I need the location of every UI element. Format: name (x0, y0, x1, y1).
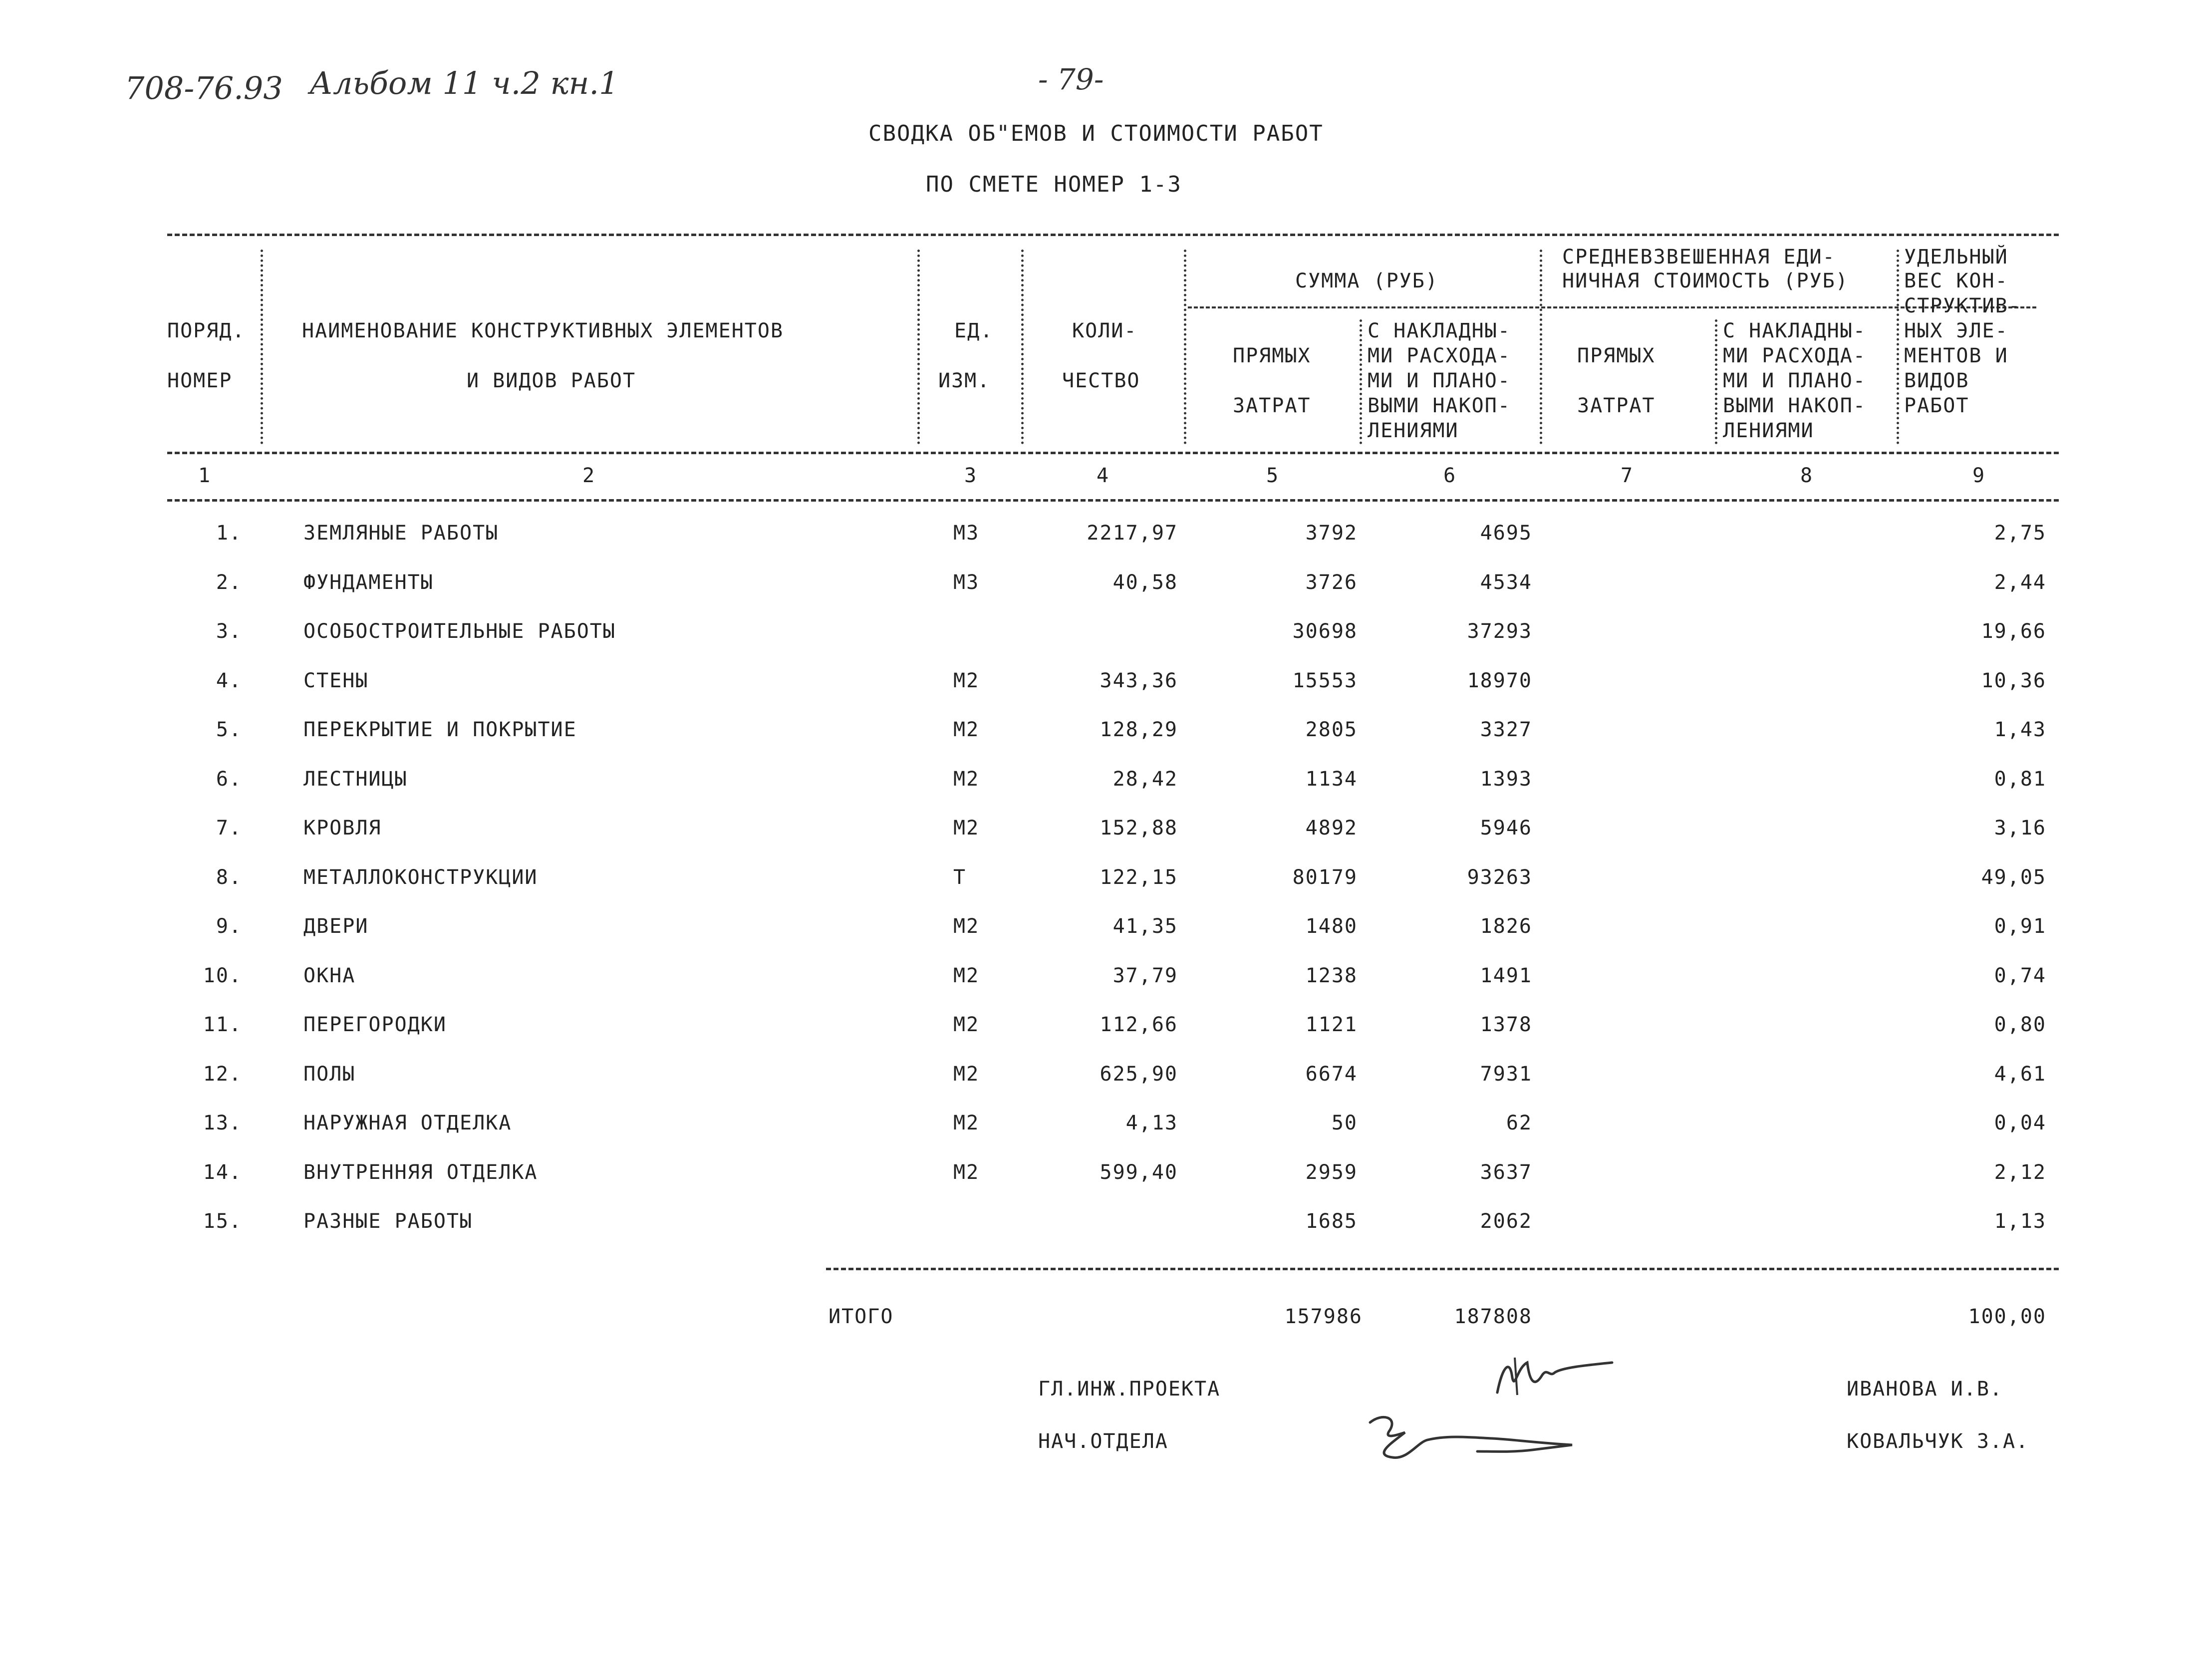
row-name: КРОВЛЯ (303, 817, 382, 840)
col-separator (1021, 250, 1024, 444)
row-name: ОСОБОСТРОИТЕЛЬНЫЕ РАБОТЫ (303, 620, 616, 643)
row-name: МЕТАЛЛОКОНСТРУКЦИИ (303, 865, 538, 889)
row-number: 1. (216, 522, 242, 545)
row-weight: 0,81 (1994, 767, 2046, 791)
row-number: 11. (203, 1013, 242, 1036)
row-number: 15. (203, 1210, 242, 1233)
signature-name: ИВАНОВА И.В. (1847, 1378, 2003, 1400)
album-reference: Альбом 11 ч.2 кн.1 (309, 65, 619, 101)
row-quantity: 152,88 (1100, 817, 1178, 840)
numbers-bottom-rule (167, 499, 2059, 502)
row-quantity: 4,13 (1125, 1112, 1178, 1134)
row-overhead-cost: 93263 (1467, 865, 1532, 889)
row-name: ЗЕМЛЯНЫЕ РАБОТЫ (303, 522, 499, 545)
total-weight: 100,00 (1968, 1305, 2046, 1328)
row-direct-cost: 1134 (1305, 767, 1358, 791)
row-overhead-cost: 1826 (1480, 915, 1532, 938)
row-direct-cost: 3726 (1305, 570, 1358, 594)
header-weight-3: СТРУКТИВ- (1904, 294, 2021, 317)
row-unit: М2 (953, 964, 980, 987)
row-weight: 0,74 (1994, 964, 2046, 987)
row-overhead-cost: 5946 (1480, 817, 1532, 840)
row-direct-cost: 4892 (1305, 817, 1358, 840)
row-weight: 2,12 (1994, 1160, 2046, 1184)
row-weight: 10,36 (1981, 669, 2046, 692)
header-name-line1: НАИМЕНОВАНИЕ КОНСТРУКТИВНЫХ ЭЛЕМЕНТОВ (302, 319, 784, 342)
row-name: ЛЕСТНИЦЫ (303, 767, 408, 791)
header-sum-overhead-2: МИ РАСХОДА- (1368, 344, 1511, 367)
col-number: 8 (1800, 464, 1814, 487)
row-unit: М2 (953, 817, 980, 840)
col-number: 9 (1972, 464, 1986, 487)
handwritten-signature (1487, 1348, 1637, 1407)
row-direct-cost: 1480 (1305, 915, 1358, 938)
row-unit: М3 (953, 522, 980, 545)
header-avg-direct-line1: ПРЯМЫХ (1577, 344, 1656, 367)
row-overhead-cost: 2062 (1480, 1210, 1532, 1233)
row-overhead-cost: 3327 (1480, 718, 1532, 741)
row-unit: М2 (953, 1013, 980, 1036)
row-overhead-cost: 1378 (1480, 1013, 1532, 1036)
col-separator (261, 250, 263, 444)
row-name: ОКНА (303, 964, 356, 987)
header-weight-6: ВИДОВ (1904, 369, 1969, 392)
row-number: 2. (216, 570, 242, 594)
row-unit: М2 (953, 1062, 980, 1086)
row-direct-cost: 2959 (1305, 1160, 1358, 1184)
row-name: НАРУЖНАЯ ОТДЕЛКА (303, 1112, 512, 1134)
header-order-line1: ПОРЯД. (167, 319, 246, 342)
header-avg-overhead-3: МИ И ПЛАНО- (1723, 369, 1866, 392)
row-quantity: 37,79 (1112, 964, 1178, 987)
row-quantity: 28,42 (1112, 767, 1178, 791)
header-sum-overhead-5: ЛЕНИЯМИ (1368, 419, 1459, 442)
row-name: ПЕРЕГОРОДКИ (303, 1013, 447, 1036)
row-quantity: 599,40 (1100, 1160, 1178, 1184)
row-direct-cost: 6674 (1305, 1062, 1358, 1086)
row-overhead-cost: 1393 (1480, 767, 1532, 791)
row-quantity: 40,58 (1112, 570, 1178, 594)
header-weight-5: МЕНТОВ И (1904, 344, 2008, 367)
row-overhead-cost: 4534 (1480, 570, 1532, 594)
col-number: 4 (1096, 464, 1110, 487)
signature-role: ГЛ.ИНЖ.ПРОЕКТА (1038, 1378, 1221, 1400)
row-name: ПЕРЕКРЫТИЕ И ПОКРЫТИЕ (303, 718, 577, 741)
header-avg-direct-line2: ЗАТРАТ (1577, 394, 1656, 417)
row-unit: Т (953, 865, 967, 889)
header-avg-overhead-2: МИ РАСХОДА- (1723, 344, 1866, 367)
total-label: ИТОГО (829, 1305, 894, 1328)
header-avg-group-line2: НИЧНАЯ СТОИМОСТЬ (РУБ) (1562, 270, 1849, 292)
header-sum-overhead-4: ВЫМИ НАКОП- (1368, 394, 1511, 417)
row-direct-cost: 3792 (1305, 522, 1358, 545)
row-number: 5. (216, 718, 242, 741)
header-name-line2: И ВИДОВ РАБОТ (467, 369, 636, 392)
header-weight-2: ВЕС КОН- (1904, 270, 2008, 292)
row-number: 3. (216, 620, 242, 643)
header-qty-line2: ЧЕСТВО (1062, 369, 1140, 392)
col-number: 7 (1620, 464, 1634, 487)
row-number: 9. (216, 915, 242, 938)
header-avg-overhead-5: ЛЕНИЯМИ (1723, 419, 1814, 442)
row-name: ВНУТРЕННЯЯ ОТДЕЛКА (303, 1160, 538, 1184)
row-name: ПОЛЫ (303, 1062, 356, 1086)
row-name: РАЗНЫЕ РАБОТЫ (303, 1210, 473, 1233)
row-unit: М3 (953, 570, 980, 594)
row-quantity: 122,15 (1100, 865, 1178, 889)
row-weight: 19,66 (1981, 620, 2046, 643)
row-weight: 2,44 (1994, 570, 2046, 594)
row-quantity: 2217,97 (1087, 522, 1178, 545)
page-subtitle: ПО СМЕТЕ НОМЕР 1-3 (926, 172, 1182, 197)
total-direct: 157986 (1284, 1305, 1363, 1328)
row-weight: 1,13 (1994, 1210, 2046, 1233)
row-overhead-cost: 62 (1506, 1112, 1532, 1134)
col-separator (1897, 250, 1899, 444)
row-weight: 1,43 (1994, 718, 2046, 741)
row-unit: М2 (953, 1112, 980, 1134)
signature-name: КОВАЛЬЧУК З.А. (1847, 1430, 2029, 1453)
row-number: 6. (216, 767, 242, 791)
header-weight-4: НЫХ ЭЛЕ- (1904, 319, 2008, 342)
row-direct-cost: 1238 (1305, 964, 1358, 987)
col-number: 1 (198, 464, 212, 487)
row-weight: 0,80 (1994, 1013, 2046, 1036)
header-sum-group: СУММА (РУБ) (1295, 270, 1438, 292)
col-separator (1360, 319, 1362, 444)
row-number: 4. (216, 669, 242, 692)
row-weight: 0,04 (1994, 1112, 2046, 1134)
header-order-line2: НОМЕР (167, 369, 233, 392)
row-quantity: 625,90 (1100, 1062, 1178, 1086)
row-number: 8. (216, 865, 242, 889)
row-direct-cost: 80179 (1292, 865, 1358, 889)
header-weight-1: УДЕЛЬНЫЙ (1904, 246, 2008, 269)
signature-role: НАЧ.ОТДЕЛА (1038, 1430, 1168, 1453)
row-unit: М2 (953, 669, 980, 692)
row-number: 13. (203, 1112, 242, 1134)
row-direct-cost: 1685 (1305, 1210, 1358, 1233)
row-quantity: 112,66 (1100, 1013, 1178, 1036)
header-sum-direct-line2: ЗАТРАТ (1233, 394, 1311, 417)
header-avg-overhead-4: ВЫМИ НАКОП- (1723, 394, 1866, 417)
col-separator (917, 250, 920, 444)
header-avg-group-line1: СРЕДНЕВЗВЕШЕННАЯ ЕДИ- (1562, 246, 1836, 269)
row-weight: 49,05 (1981, 865, 2046, 889)
header-weight-7: РАБОТ (1904, 394, 1969, 417)
row-unit: М2 (953, 767, 980, 791)
row-overhead-cost: 4695 (1480, 522, 1532, 545)
header-unit-line2: ИЗМ. (938, 369, 991, 392)
row-direct-cost: 30698 (1292, 620, 1358, 643)
header-avg-overhead-1: С НАКЛАДНЫ- (1723, 319, 1866, 342)
totals-rule (826, 1268, 2059, 1270)
row-number: 14. (203, 1160, 242, 1184)
header-bottom-rule (167, 452, 2059, 454)
row-quantity: 41,35 (1112, 915, 1178, 938)
col-number: 3 (964, 464, 978, 487)
row-number: 12. (203, 1062, 242, 1086)
row-overhead-cost: 3637 (1480, 1160, 1532, 1184)
total-overhead: 187808 (1454, 1305, 1532, 1328)
row-unit: М2 (953, 718, 980, 741)
row-name: ДВЕРИ (303, 915, 369, 938)
col-number: 2 (582, 464, 596, 487)
header-sum-overhead-1: С НАКЛАДНЫ- (1368, 319, 1511, 342)
row-quantity: 128,29 (1100, 718, 1178, 741)
row-overhead-cost: 1491 (1480, 964, 1532, 987)
col-separator (1184, 250, 1186, 444)
row-weight: 0,91 (1994, 915, 2046, 938)
page-title: СВОДКА ОБ"ЕМОВ И СТОИМОСТИ РАБОТ (868, 121, 1324, 146)
row-direct-cost: 2805 (1305, 718, 1358, 741)
col-number: 6 (1443, 464, 1457, 487)
row-weight: 3,16 (1994, 817, 2046, 840)
header-top-rule (167, 234, 2059, 236)
row-direct-cost: 15553 (1292, 669, 1358, 692)
row-unit: М2 (953, 915, 980, 938)
row-overhead-cost: 7931 (1480, 1062, 1532, 1086)
row-weight: 4,61 (1994, 1062, 2046, 1086)
row-overhead-cost: 37293 (1467, 620, 1532, 643)
col-separator (1540, 250, 1542, 444)
header-sum-overhead-3: МИ И ПЛАНО- (1368, 369, 1511, 392)
header-qty-line1: КОЛИ- (1072, 319, 1137, 342)
page-number: - 79- (1038, 62, 1104, 96)
col-number: 5 (1266, 464, 1280, 487)
col-separator (1715, 319, 1717, 444)
row-unit: М2 (953, 1160, 980, 1184)
row-weight: 2,75 (1994, 522, 2046, 545)
header-sum-direct-line1: ПРЯМЫХ (1233, 344, 1311, 367)
document-reference: 708-76.93 (125, 70, 283, 106)
row-direct-cost: 1121 (1305, 1013, 1358, 1036)
row-overhead-cost: 18970 (1467, 669, 1532, 692)
row-quantity: 343,36 (1100, 669, 1178, 692)
row-number: 10. (203, 964, 242, 987)
row-direct-cost: 50 (1331, 1112, 1358, 1134)
row-name: ФУНДАМЕНТЫ (303, 570, 434, 594)
handwritten-signature (1363, 1407, 1582, 1467)
row-number: 7. (216, 817, 242, 840)
row-name: СТЕНЫ (303, 669, 369, 692)
header-unit-line1: ЕД. (954, 319, 994, 342)
